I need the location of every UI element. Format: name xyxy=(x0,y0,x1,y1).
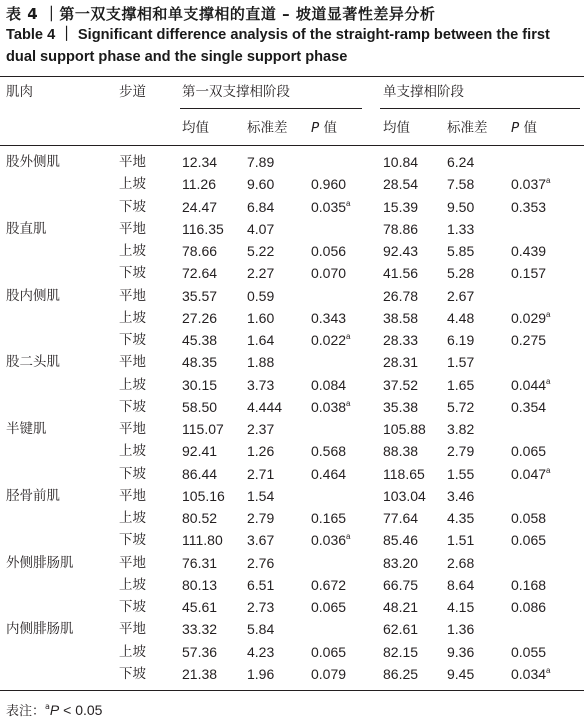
cell-p2: 0.157 xyxy=(511,265,547,282)
cell-m2: 66.75 xyxy=(383,576,419,593)
cell-s1: 3.73 xyxy=(247,376,275,393)
cell-p1: 0.343 xyxy=(311,309,347,326)
cell-p2: 0.034$^a$ xyxy=(511,665,551,682)
cell-m2: 26.78 xyxy=(383,287,419,304)
cell-m1: 86.44 xyxy=(182,465,218,482)
muscle-name: 股直肌 xyxy=(6,220,47,237)
cell-road: 下坡 xyxy=(119,198,146,215)
cell-s2: 4.48 xyxy=(447,309,475,326)
cell-road: 下坡 xyxy=(119,265,146,282)
cell-s1: 2.71 xyxy=(247,465,275,482)
header-p-2: P 值 xyxy=(511,120,537,136)
cell-s2: 9.45 xyxy=(447,665,475,682)
cell-road: 下坡 xyxy=(119,599,146,615)
cell-m1: 30.15 xyxy=(182,376,218,393)
header-muscle: 肌肉 xyxy=(6,84,33,100)
cell-m1: 27.26 xyxy=(182,309,218,326)
cell-road: 平地 xyxy=(119,621,146,638)
cell-p2: 0.065 xyxy=(511,443,547,460)
cell-m2: 103.04 xyxy=(383,487,426,504)
cell-p2: 0.275 xyxy=(511,332,547,348)
cell-m1: 116.35 xyxy=(182,220,224,237)
cell-s2: 2.68 xyxy=(447,554,475,571)
cell-m2: 92.43 xyxy=(383,243,419,259)
cell-p2: 0.354 xyxy=(511,398,547,415)
cell-m1: 33.32 xyxy=(182,621,218,638)
cell-m1: 11.26 xyxy=(182,176,216,193)
cell-road: 平地 xyxy=(119,354,146,371)
cell-s2: 2.79 xyxy=(447,443,475,460)
cell-s1: 2.27 xyxy=(247,265,275,282)
cell-m2: 41.56 xyxy=(383,265,419,282)
cell-p1: 0.056 xyxy=(311,243,347,259)
cell-road: 上坡 xyxy=(119,510,146,526)
cell-s2: 1.33 xyxy=(447,220,475,237)
cell-s2: 7.58 xyxy=(447,176,475,193)
cell-s2: 6.19 xyxy=(447,332,475,348)
cell-p1: 0.960 xyxy=(311,176,347,193)
cell-s2: 1.65 xyxy=(447,376,475,393)
cell-s1: 1.60 xyxy=(247,309,275,326)
header-sd-1: 标准差 xyxy=(247,120,288,136)
muscle-name: 股内侧肌 xyxy=(6,287,60,304)
cell-p1: 0.065 xyxy=(311,643,347,660)
cell-p2: 0.037$^a$ xyxy=(511,176,551,193)
cell-p2: 0.044$^a$ xyxy=(511,376,551,393)
cell-p2: 0.055 xyxy=(511,643,547,660)
cell-m1: 58.50 xyxy=(182,398,218,415)
muscle-name: 胫骨前肌 xyxy=(6,487,60,504)
cell-road: 上坡 xyxy=(119,643,146,660)
cell-s2: 2.67 xyxy=(447,287,475,304)
cell-s1: 2.76 xyxy=(247,554,275,571)
cell-p1: 0.022$^a$ xyxy=(311,332,351,348)
cell-m2: 105.88 xyxy=(383,421,426,437)
cell-s2: 9.36 xyxy=(447,643,475,660)
cell-s1: 9.60 xyxy=(247,176,275,193)
cell-m1: 78.66 xyxy=(182,243,218,259)
header-mean-2: 均值 xyxy=(383,120,410,136)
cell-p2: 0.065 xyxy=(511,532,547,549)
cell-m1: 48.35 xyxy=(182,354,218,371)
bottom-rule xyxy=(0,690,584,691)
cell-s2: 5.28 xyxy=(447,265,475,282)
header-p-1: P 值 xyxy=(311,120,337,136)
cell-s1: 1.88 xyxy=(247,354,275,371)
cell-s1: 4.444 xyxy=(247,398,283,415)
cell-m2: 10.84 xyxy=(383,154,419,170)
muscle-name: 股外侧肌 xyxy=(6,154,60,170)
cell-p2: 0.353 xyxy=(511,198,547,215)
cell-road: 下坡 xyxy=(119,532,146,549)
cell-road: 上坡 xyxy=(119,309,146,326)
cell-s2: 6.24 xyxy=(447,154,475,170)
cell-m1: 111.80 xyxy=(182,532,223,549)
group1-rule xyxy=(180,108,362,109)
cell-p1: 0.165 xyxy=(311,510,347,526)
cell-m2: 28.54 xyxy=(383,176,419,193)
group2-rule xyxy=(380,108,580,109)
cell-s2: 4.15 xyxy=(447,599,475,615)
cell-road: 平地 xyxy=(119,487,146,504)
cell-m2: 77.64 xyxy=(383,510,419,526)
cell-m1: 92.41 xyxy=(182,443,218,460)
header-rule xyxy=(0,145,584,146)
cell-s1: 2.79 xyxy=(247,510,275,526)
cell-m2: 62.61 xyxy=(383,621,419,638)
cell-m2: 15.39 xyxy=(383,198,419,215)
cell-p1: 0.038$^a$ xyxy=(311,398,351,415)
cell-s2: 4.35 xyxy=(447,510,475,526)
cell-p1: 0.079 xyxy=(311,665,347,682)
cell-s1: 2.73 xyxy=(247,599,275,615)
cell-m1: 12.34 xyxy=(182,154,218,170)
header-group1: 第一双支撑相阶段 xyxy=(182,84,290,100)
cell-p1: 0.065 xyxy=(311,599,347,615)
cell-m2: 28.31 xyxy=(383,354,419,371)
cell-m2: 38.58 xyxy=(383,309,419,326)
cell-s1: 4.23 xyxy=(247,643,275,660)
cell-road: 下坡 xyxy=(119,398,146,415)
cell-road: 上坡 xyxy=(119,443,146,460)
header-sd-2: 标准差 xyxy=(447,120,488,136)
header-mean-1: 均值 xyxy=(182,120,209,136)
cell-s1: 6.51 xyxy=(247,576,275,593)
cell-road: 平地 xyxy=(119,554,146,571)
cell-m1: 45.61 xyxy=(182,599,218,615)
cell-road: 上坡 xyxy=(119,576,146,593)
cell-m2: 86.25 xyxy=(383,665,419,682)
cell-s1: 7.89 xyxy=(247,154,275,170)
cell-m1: 35.57 xyxy=(182,287,218,304)
cell-m2: 88.38 xyxy=(383,443,419,460)
table-title-cn: 表 4 ｜第一双支撑相和单支撑相的直道 – 坡道显著性差异分析 xyxy=(6,5,436,23)
cell-s1: 1.26 xyxy=(247,443,275,460)
cell-s1: 1.54 xyxy=(247,487,275,504)
cell-road: 上坡 xyxy=(119,176,146,193)
cell-road: 平地 xyxy=(119,154,146,170)
cell-m1: 72.64 xyxy=(182,265,218,282)
cell-p1: 0.084 xyxy=(311,376,347,393)
cell-m2: 85.46 xyxy=(383,532,419,549)
cell-road: 平地 xyxy=(119,287,146,304)
muscle-name: 内侧腓肠肌 xyxy=(6,621,74,638)
cell-p2: 0.439 xyxy=(511,243,547,259)
cell-m2: 48.21 xyxy=(383,599,419,615)
top-rule xyxy=(0,76,584,77)
cell-m2: 78.86 xyxy=(383,220,419,237)
cell-s1: 6.84 xyxy=(247,198,275,215)
cell-m1: 80.52 xyxy=(182,510,218,526)
cell-p1: 0.672 xyxy=(311,576,347,593)
cell-s1: 1.64 xyxy=(247,332,275,348)
cell-m1: 115.07 xyxy=(182,421,224,437)
cell-road: 下坡 xyxy=(119,465,146,482)
cell-m1: 24.47 xyxy=(182,198,218,215)
cell-s1: 5.22 xyxy=(247,243,275,259)
cell-p1: 0.464 xyxy=(311,465,347,482)
cell-m1: 57.36 xyxy=(182,643,218,660)
cell-s2: 5.85 xyxy=(447,243,475,259)
table-title-en: Table 4 ｜ Significant difference analysis of the straight-ramp between the first dual support phase and the single support phase xyxy=(6,27,550,65)
cell-m2: 83.20 xyxy=(383,554,419,571)
muscle-name: 外侧腓肠肌 xyxy=(6,554,74,571)
cell-s2: 1.36 xyxy=(447,621,475,638)
cell-p2: 0.168 xyxy=(511,576,547,593)
cell-s1: 5.84 xyxy=(247,621,275,638)
cell-road: 下坡 xyxy=(119,332,146,348)
cell-s1: 2.37 xyxy=(247,421,275,437)
cell-s1: 1.96 xyxy=(247,665,275,682)
muscle-name: 股二头肌 xyxy=(6,354,60,371)
cell-s2: 8.64 xyxy=(447,576,475,593)
cell-road: 平地 xyxy=(119,220,146,237)
cell-m2: 28.33 xyxy=(383,332,419,348)
table-note: 表注：$^a$P < 0.05 xyxy=(6,702,103,719)
cell-p2: 0.047$^a$ xyxy=(511,465,551,482)
cell-p1: 0.070 xyxy=(311,265,347,282)
cell-m2: 82.15 xyxy=(383,643,419,660)
cell-m1: 21.38 xyxy=(182,665,218,682)
cell-road: 上坡 xyxy=(119,243,146,259)
cell-m2: 37.52 xyxy=(383,376,419,393)
cell-s2: 1.51 xyxy=(447,532,475,549)
cell-s2: 3.82 xyxy=(447,421,475,437)
cell-p1: 0.036$^a$ xyxy=(311,532,351,549)
header-road: 步道 xyxy=(119,84,146,100)
cell-m1: 76.31 xyxy=(182,554,218,571)
cell-s1: 4.07 xyxy=(247,220,275,237)
cell-s2: 3.46 xyxy=(447,487,475,504)
cell-s2: 1.55 xyxy=(447,465,475,482)
cell-p2: 0.058 xyxy=(511,510,547,526)
cell-m2: 35.38 xyxy=(383,398,419,415)
cell-s1: 0.59 xyxy=(247,287,275,304)
cell-m2: 118.65 xyxy=(383,465,425,482)
cell-m1: 80.13 xyxy=(182,576,218,593)
cell-p2: 0.086 xyxy=(511,599,547,615)
cell-m1: 105.16 xyxy=(182,487,225,504)
cell-road: 上坡 xyxy=(119,376,146,393)
cell-m1: 45.38 xyxy=(182,332,218,348)
muscle-name: 半键肌 xyxy=(6,421,47,437)
cell-s2: 9.50 xyxy=(447,198,475,215)
cell-s2: 1.57 xyxy=(447,354,475,371)
cell-road: 平地 xyxy=(119,421,146,437)
cell-p1: 0.035$^a$ xyxy=(311,198,351,215)
cell-road: 下坡 xyxy=(119,665,146,682)
cell-p1: 0.568 xyxy=(311,443,347,460)
cell-s2: 5.72 xyxy=(447,398,475,415)
header-group2: 单支撑相阶段 xyxy=(383,84,464,100)
cell-p2: 0.029$^a$ xyxy=(511,309,551,326)
cell-s1: 3.67 xyxy=(247,532,275,549)
